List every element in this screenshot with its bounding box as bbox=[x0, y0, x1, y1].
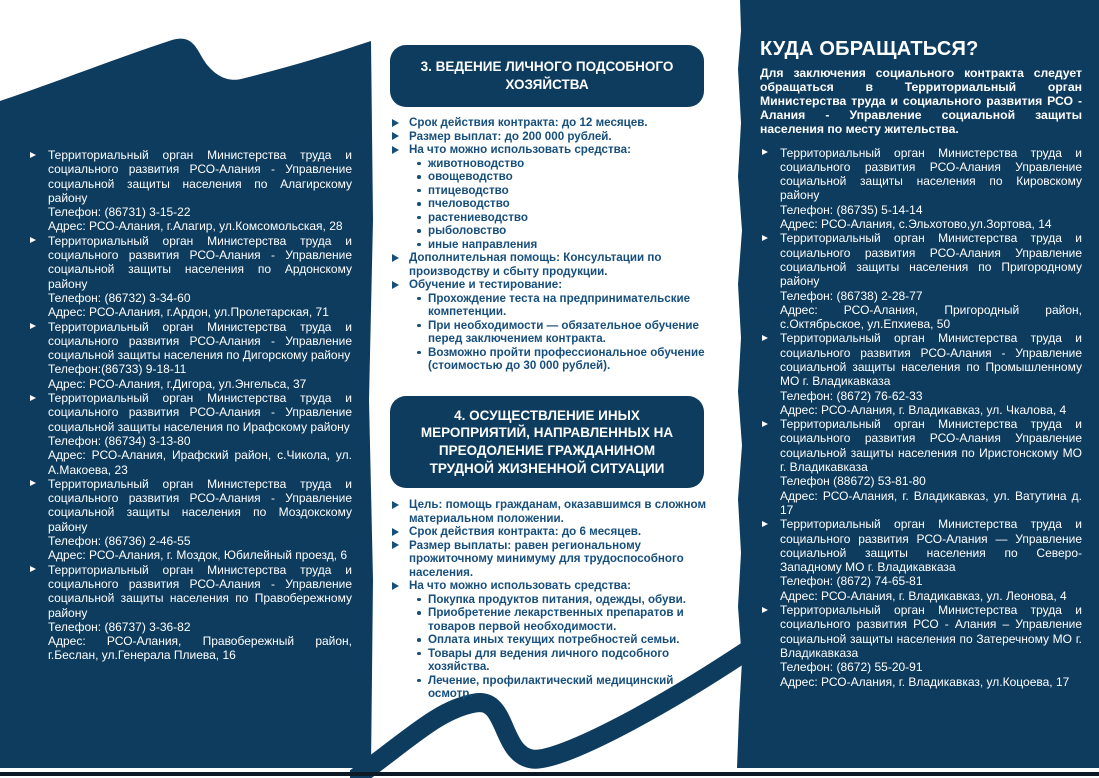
sub-bullet-text: пчеловодство bbox=[428, 197, 510, 210]
bullet-item bbox=[392, 251, 714, 278]
sub-bullet-text: Лечение, профилактический медицинский осмотр. bbox=[428, 673, 674, 700]
bullet-arrow-icon bbox=[30, 237, 36, 243]
bullet-arrow-icon bbox=[392, 146, 399, 154]
sub-bullet-text: Возможно пройти профессиональное обучение (стоимостью до 30 000 рублей). bbox=[428, 345, 705, 372]
bullet-text: На что можно использовать средства: bbox=[409, 143, 631, 156]
sub-bullet-item bbox=[392, 184, 714, 198]
office-org: Территориальный орган Министерства труда и социального развития РСО-Алания - Управление социальной защиты населения по Ирафскому району bbox=[48, 391, 352, 434]
office-item bbox=[760, 231, 1082, 331]
section-3-content bbox=[392, 116, 714, 373]
bullet-arrow-icon bbox=[30, 323, 36, 329]
bullet-text: Цель: помощь гражданам, оказавшимся в сложном материальном положении. bbox=[409, 498, 707, 525]
sub-bullet-item bbox=[392, 606, 714, 633]
sub-bullet-text: птицеводство bbox=[428, 183, 509, 197]
section-3-title: 3. ВЕДЕНИЕ ЛИЧНОГО ПОДСОБНОГО ХОЗЯЙСТВА bbox=[420, 59, 674, 92]
office-address: Адрес: РСО-Алания, г. Владикавказ, ул. Чкалова, 4 bbox=[780, 402, 1067, 417]
bullet-arrow-icon bbox=[392, 501, 399, 509]
bullet-item bbox=[392, 539, 714, 580]
sub-bullet-item bbox=[392, 674, 714, 701]
bullet-dot-icon bbox=[417, 175, 421, 179]
bullet-text: Дополнительная помощь: Консультации по производству и сбыту продукции. bbox=[409, 251, 662, 278]
sub-bullet-item bbox=[392, 224, 714, 238]
office-org: Территориальный орган Министерства труда и социального развития РСО-Алания - Управление социальной защиты населения по Правобережному району bbox=[48, 562, 352, 620]
intro-paragraph: Для заключения социального контракта следует обращаться в Территориальный орган Министерства труда и социального развития РСО - Алания - Управление социальной защиты населения по месту жительства. bbox=[760, 66, 1082, 136]
sub-bullet-text: Прохождение теста на предпринимательские компетенции. bbox=[428, 291, 691, 318]
bullet-dot-icon bbox=[417, 297, 421, 301]
bullet-dot-icon bbox=[417, 679, 421, 683]
office-address: Адрес: РСО-Алания, г.Алагир, ул.Комсомольская, 28 bbox=[48, 219, 343, 234]
office-org: Территориальный орган Министерства труда и социального развития РСО-Алания - Управление социальной защиты населения по Моздокскому району bbox=[48, 476, 352, 534]
bullet-dot-icon bbox=[417, 351, 421, 355]
bullet-item bbox=[392, 525, 714, 539]
office-item bbox=[760, 517, 1082, 603]
section-3-header bbox=[390, 45, 704, 107]
office-item bbox=[760, 331, 1082, 417]
office-address: Адрес: РСО-Алания, г.Дигора, ул.Энгельса, 37 bbox=[48, 376, 307, 391]
office-phone: Телефон: (86731) 3-15-22 bbox=[48, 205, 191, 220]
bullet-arrow-icon bbox=[762, 421, 768, 427]
office-org: Территориальный орган Министерства труда и социального развития РСО-Алания Управление социальной защиты населения по Кировскому району bbox=[780, 145, 1082, 203]
bullet-dot-icon bbox=[417, 243, 421, 247]
sub-bullet-item bbox=[392, 647, 714, 674]
sub-bullet-text: Покупка продуктов питания, одежды, обуви. bbox=[428, 592, 686, 606]
office-address: Адрес: РСО-Алания, Ирафский район, с.Чикола, ул. А.Макоева, 23 bbox=[48, 448, 352, 477]
bullet-arrow-icon bbox=[762, 607, 768, 613]
office-phone: Телефон (88672) 53-81-80 bbox=[780, 474, 926, 489]
bullet-arrow-icon bbox=[392, 119, 399, 127]
section-4-header bbox=[390, 396, 704, 488]
bullet-arrow-icon bbox=[30, 566, 36, 572]
office-phone: Телефон: (86736) 2-46-55 bbox=[48, 534, 191, 549]
bullet-arrow-icon bbox=[392, 528, 399, 536]
office-phone: Телефон: (8672) 76-62-33 bbox=[780, 388, 923, 403]
bullet-item bbox=[392, 579, 714, 593]
office-address: Адрес: РСО-Алания, г. Владикавказ, ул.Коцоева, 17 bbox=[780, 674, 1070, 689]
office-org: Территориальный орган Министерства труда и социального развития РСО-Алания - Управление социальной защиты населения по Ардонскому району bbox=[48, 233, 352, 291]
bullet-text: Размер выплаты: равен региональному прожиточному минимуму для трудоспособного населения. bbox=[409, 538, 684, 579]
left-offices-column bbox=[28, 148, 352, 663]
office-phone: Телефон: (86735) 5-14-14 bbox=[780, 202, 923, 217]
office-phone: Телефон: (86738) 2-28-77 bbox=[780, 288, 923, 303]
bullet-arrow-icon bbox=[30, 395, 36, 401]
sub-bullet-item bbox=[392, 197, 714, 211]
bullet-dot-icon bbox=[417, 652, 421, 656]
office-address: Адрес: РСО-Алания, с.Эльхотово,ул.Зортова, 14 bbox=[780, 217, 1052, 232]
bullet-arrow-icon bbox=[392, 541, 399, 549]
sub-bullet-text: животноводство bbox=[428, 156, 525, 170]
sub-bullet-item bbox=[392, 346, 714, 373]
bullet-text: Срок действия контракта: до 6 месяцев. bbox=[409, 525, 642, 538]
bullet-arrow-icon bbox=[762, 521, 768, 527]
office-phone: Телефон: (8672) 74-65-81 bbox=[780, 574, 923, 589]
office-phone: Телефон:(86733) 9-18-11 bbox=[48, 362, 187, 377]
bullet-arrow-icon bbox=[30, 480, 36, 486]
bullet-dot-icon bbox=[417, 229, 421, 233]
sub-bullet-text: растениеводство bbox=[428, 210, 528, 224]
office-org: Территориальный орган Министерства труда и социального развития РСО-Алания - Управление социальной защиты населения по Алагирскому району bbox=[48, 148, 352, 205]
sub-bullet-item bbox=[392, 593, 714, 607]
office-address: Адрес: РСО-Алания, Пригородный район, с.Октябрьское, ул.Епхиева, 50 bbox=[780, 302, 1082, 332]
office-org: Территориальный орган Министерства труда и социального развития РСО-Алания Управление социальной защиты населения по Иристонскому МО г. Владикавказа bbox=[780, 417, 1082, 475]
bullet-item bbox=[392, 498, 714, 525]
bullet-item bbox=[392, 130, 714, 144]
bullet-arrow-icon bbox=[762, 149, 768, 155]
sub-bullet-text: Приобретение лекарственных препаратов и товаров первой необходимости. bbox=[428, 606, 684, 633]
office-org: Территориальный орган Министерства труда и социального развития РСО-Алания - Управление социальной защиты населения по Дигорскому району bbox=[48, 319, 352, 363]
office-org: Территориальный орган Министерства труда и социального развития РСО-Алания - Управление социальной защиты населения по Промышленному МО г. Владикавказа bbox=[780, 331, 1082, 389]
office-item bbox=[760, 603, 1082, 689]
bullet-item bbox=[392, 278, 714, 292]
bullet-arrow-icon bbox=[762, 235, 768, 241]
bullet-item bbox=[392, 116, 714, 130]
bullet-text: На что можно использовать средства: bbox=[409, 579, 631, 592]
sub-bullet-text: овощеводство bbox=[428, 170, 513, 183]
office-org: Территориальный орган Министерства труда и социального развития РСО-Алания — Управление социальной защиты населения по Северо-Западному МО г. Владикавказа bbox=[780, 517, 1082, 575]
office-org: Территориальный орган Министерства труда и социального развития РСО - Алания – Управление социальной защиты населения по Затеречному МО г. Владикавказа bbox=[780, 603, 1082, 660]
office-address: Адрес: РСО-Алания, г. Владикавказ, ул. Ватутина д. 17 bbox=[780, 488, 1082, 517]
bullet-arrow-icon bbox=[762, 335, 768, 341]
sub-bullet-text: При необходимости — обязательное обучение перед заключением контракта. bbox=[428, 318, 699, 345]
office-phone: Телефон: (8672) 55-20-91 bbox=[780, 660, 923, 675]
office-item bbox=[28, 563, 352, 663]
sub-bullet-item bbox=[392, 157, 714, 171]
bullet-arrow-icon bbox=[392, 281, 399, 289]
office-phone: Телефон: (86737) 3-36-82 bbox=[48, 619, 191, 634]
office-address: Адрес: РСО-Алания, г. Владикавказ, ул. Леонова, 4 bbox=[780, 588, 1067, 603]
bullet-dot-icon bbox=[417, 202, 421, 206]
office-item bbox=[28, 234, 352, 320]
sub-bullet-text: рыболовство bbox=[428, 224, 507, 237]
bullet-arrow-icon bbox=[30, 152, 36, 158]
office-phone: Телефон: (86732) 3-34-60 bbox=[48, 290, 191, 305]
bullet-dot-icon bbox=[417, 611, 421, 615]
office-phone: Телефон: (86734) 3-13-80 bbox=[48, 433, 191, 448]
sub-bullet-item bbox=[392, 238, 714, 252]
bottom-border-line bbox=[0, 772, 1099, 776]
bullet-arrow-icon bbox=[392, 254, 399, 262]
bullet-item bbox=[392, 143, 714, 157]
section-4-title: 4. ОСУЩЕСТВЛЕНИЕ ИНЫХ МЕРОПРИЯТИЙ, НАПРАВЛЕННЫХ НА ПРЕОДОЛЕНИЕ ГРАЖДАНИНОМ ТРУДНОЙ ЖИЗНЕННОЙ СИТУАЦИИ bbox=[420, 407, 674, 476]
office-item bbox=[28, 391, 352, 477]
bullet-dot-icon bbox=[417, 189, 421, 193]
office-item bbox=[28, 148, 352, 234]
section-4-content bbox=[392, 498, 714, 701]
bullet-dot-icon bbox=[417, 216, 421, 220]
bullet-arrow-icon bbox=[392, 132, 399, 140]
sub-bullet-item bbox=[392, 211, 714, 225]
office-item bbox=[760, 417, 1082, 517]
sub-bullet-item bbox=[392, 319, 714, 346]
office-org: Территориальный орган Министерства труда и социального развития РСО-Алания Управление социальной защиты населения по Пригородному району bbox=[780, 231, 1082, 289]
right-offices-column bbox=[760, 38, 1082, 689]
office-address: Адрес: РСО-Алания, Правобережный район, г.Беслан, ул.Генерала Плиева, 16 bbox=[48, 634, 352, 663]
bullet-text: Размер выплат: до 200 000 рублей. bbox=[409, 129, 612, 143]
office-address: Адрес: РСО-Алания, г. Моздок, Юбилейный проезд, 6 bbox=[48, 548, 348, 563]
sub-bullet-item bbox=[392, 292, 714, 319]
bullet-arrow-icon bbox=[392, 582, 399, 590]
page-title: КУДА ОБРАЩАТЬСЯ? bbox=[760, 38, 979, 60]
office-item bbox=[28, 320, 352, 391]
bullet-dot-icon bbox=[417, 324, 421, 328]
sub-bullet-text: иные направления bbox=[428, 237, 538, 251]
sub-bullet-item bbox=[392, 633, 714, 647]
bullet-text: Срок действия контракта: до 12 месяцев. bbox=[409, 116, 648, 129]
bullet-text: Обучение и тестирование: bbox=[409, 278, 563, 291]
office-item bbox=[28, 477, 352, 563]
office-item bbox=[760, 146, 1082, 232]
bullet-dot-icon bbox=[417, 598, 421, 602]
office-address: Адрес: РСО-Алания, г.Ардон, ул.Пролетарская, 71 bbox=[48, 305, 329, 320]
bullet-dot-icon bbox=[417, 638, 421, 642]
sub-bullet-item bbox=[392, 170, 714, 184]
sub-bullet-text: Товары для ведения личного подсобного хозяйства. bbox=[428, 646, 670, 673]
sub-bullet-text: Оплата иных текущих потребностей семьи. bbox=[428, 633, 680, 646]
bullet-dot-icon bbox=[417, 162, 421, 166]
